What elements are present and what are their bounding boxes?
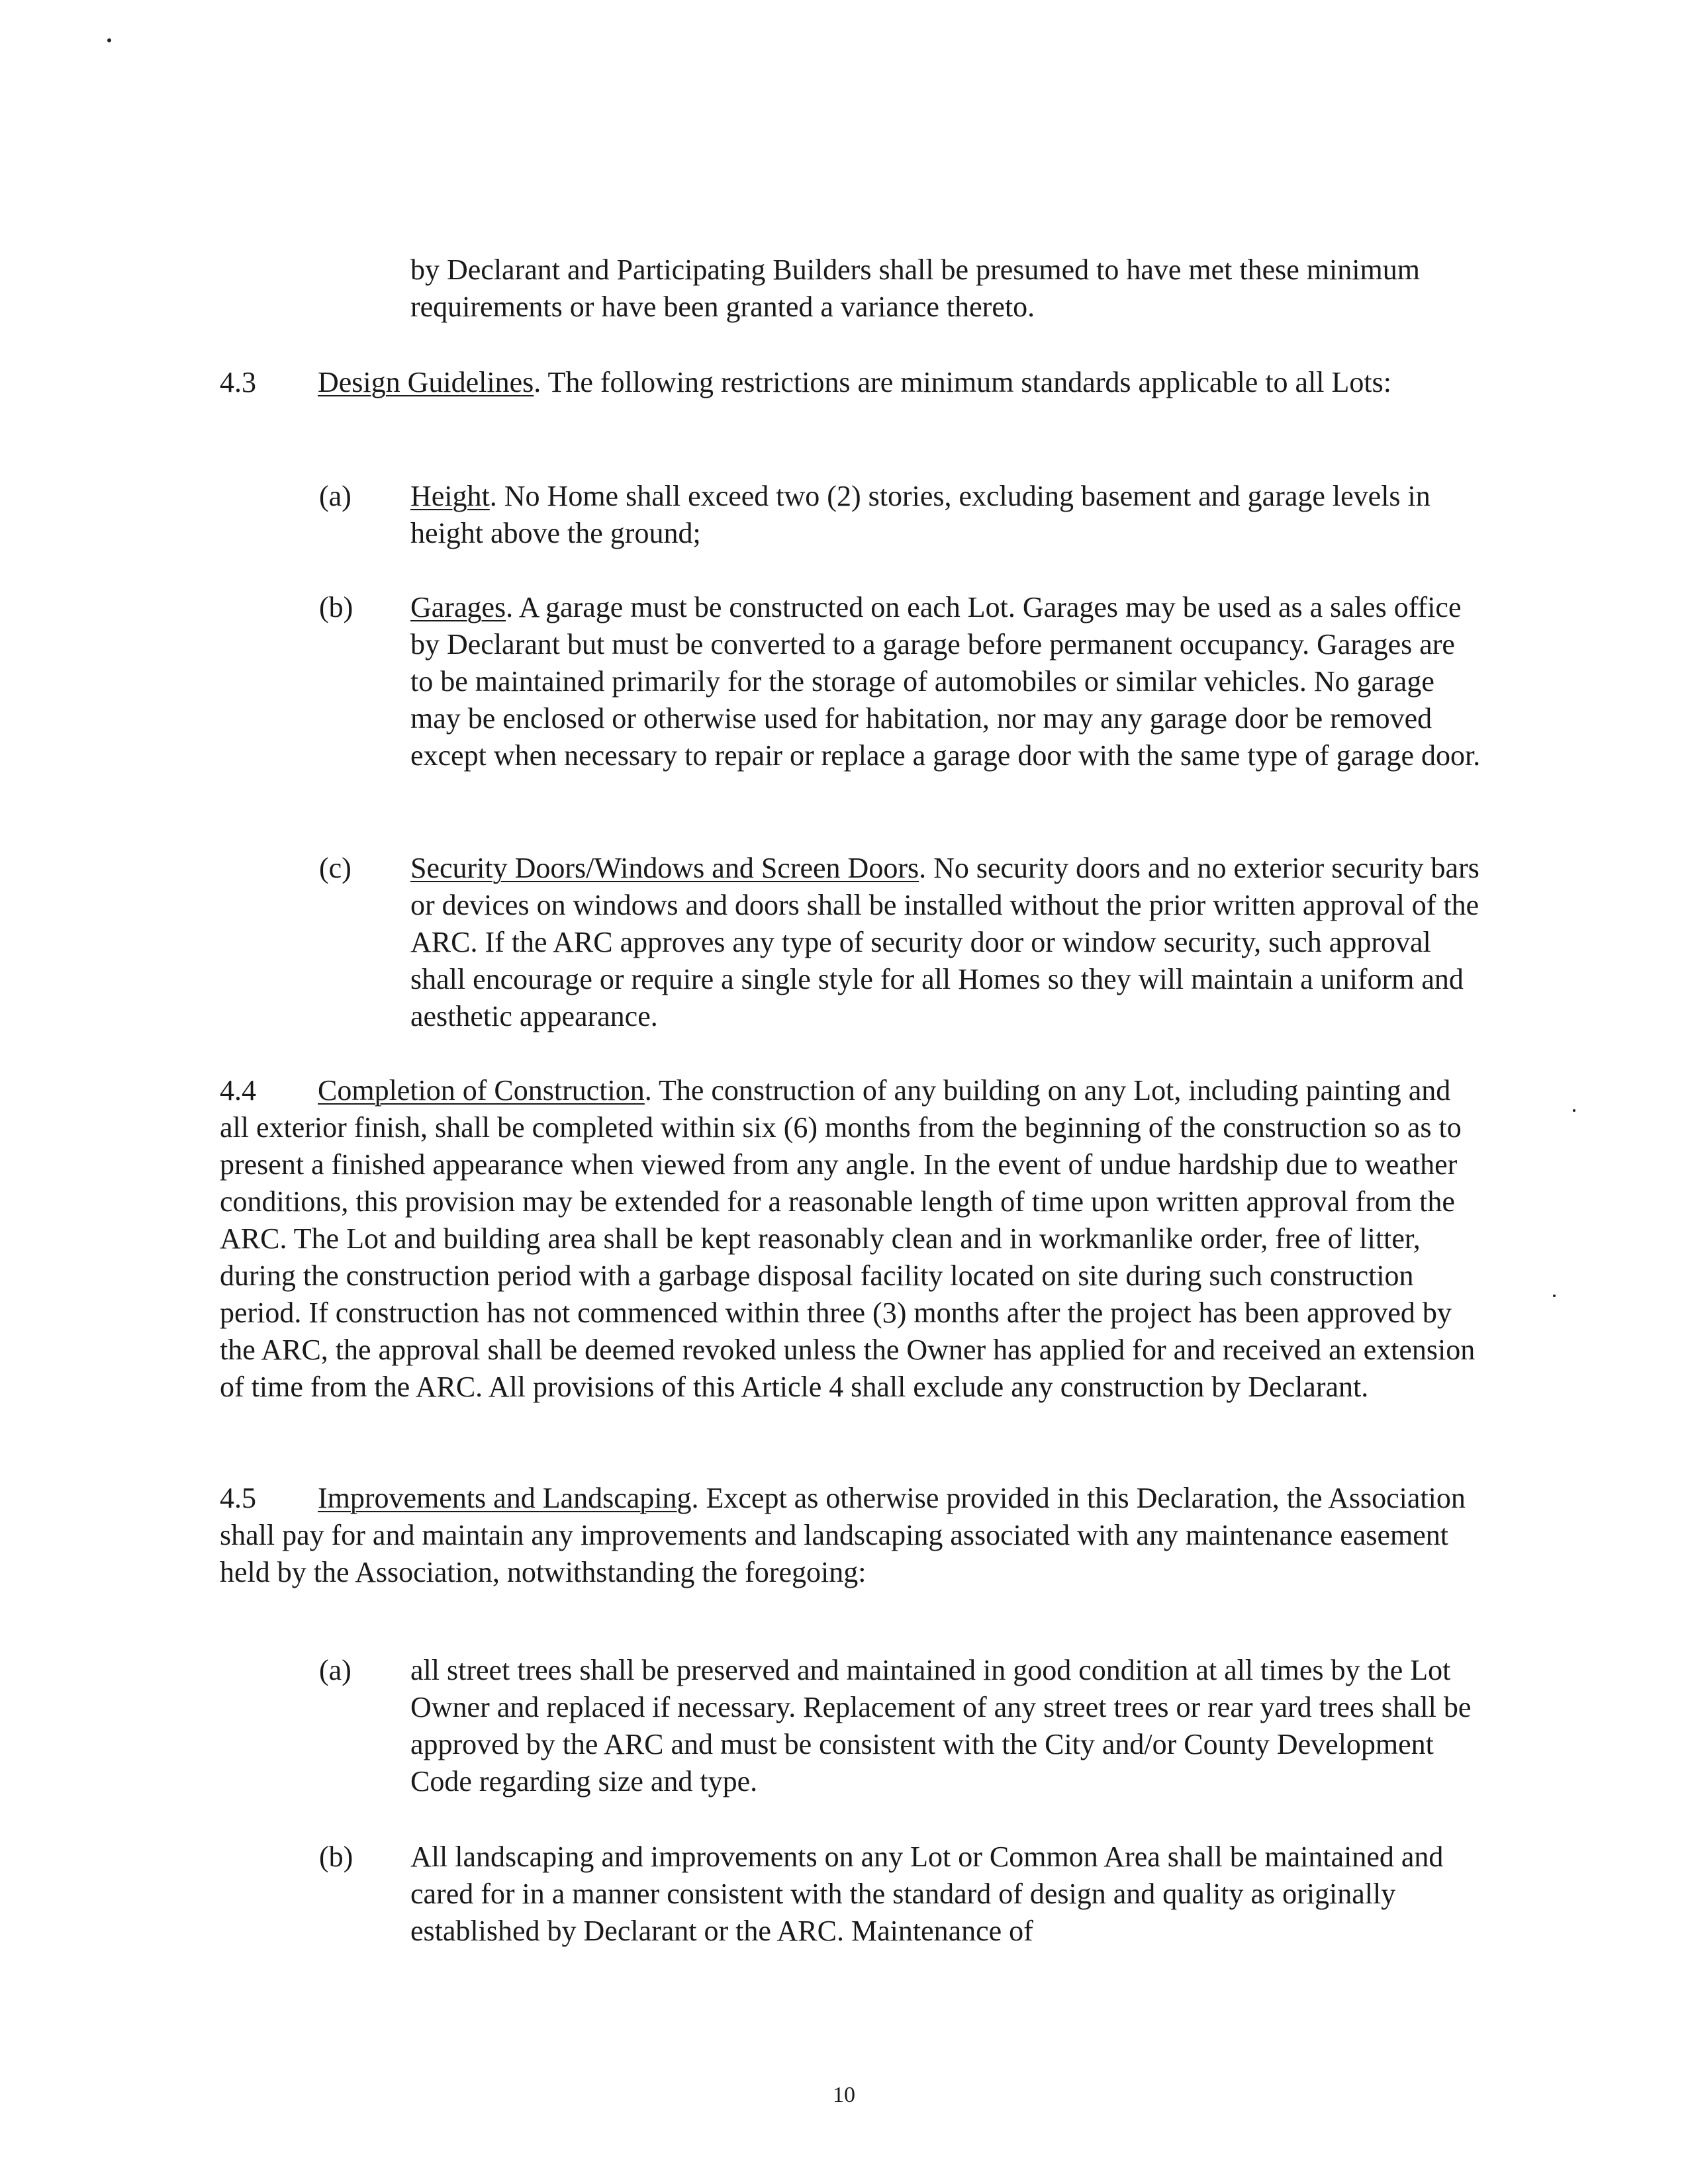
item-text: . A garage must be constructed on each Lot. Garages may be used as a sales office by Declarant but must be converted to a garage before permanent occupancy. Garages are to be maintained primarily for the storage of automobiles or similar vehicles. No garage may be enclosed or otherwise used for habitation, nor may any garage door be removed except when necessary to repair or replace a garage door with the same type of garage door.: [410, 591, 1481, 772]
section-4-3: [220, 364, 1477, 401]
item-text: All landscaping and improvements on any Lot or Common Area shall be maintained and cared for in a manner consistent with the standard of design and quality as originally established by Declarant or the ARC. Maintenance of: [410, 1841, 1444, 1947]
section-number: 4.5: [220, 1482, 256, 1514]
section-number: 4.3: [220, 366, 256, 398]
page-number: 10: [833, 2083, 855, 2107]
item-heading: Security Doors/Windows and Screen Doors: [410, 852, 919, 884]
item-text: . No Home shall exceed two (2) stories, excluding basement and garage levels in height above the ground;: [410, 480, 1430, 549]
section-text: . The following restrictions are minimum standards applicable to all Lots:: [534, 366, 1391, 398]
continuation-paragraph: by Declarant and Participating Builders shall be presumed to have met these minimum requirements or have been granted a variance thereto.: [410, 253, 1420, 323]
section-text: . The construction of any building on any Lot, including painting and all exterior finish, shall be completed within six (6) months from the beginning of the construction so as to present a finished appearance when viewed from any angle. In the event of undue hardship due to weather conditions, this provision may be extended for a reasonable length of time upon written approval from the ARC. The Lot and building area shall be kept reasonably clean and in workmanlike order, free of litter, during the construction period with a garbage disposal facility located on site during such construction period. If construction has not commenced within three (3) months after the project has been approved by the ARC, the approval shall be deemed revoked unless the Owner has applied for and received an extension of time from the ARC. All provisions of this Article 4 shall exclude any construction by Declarant.: [220, 1074, 1476, 1403]
section-text: . Except as otherwise provided in this Declaration, the Association shall pay for and maintain any improvements and landscaping associated with any maintenance easement held by the Association, notwithstanding the foregoing:: [220, 1482, 1466, 1588]
section-heading: Design Guidelines: [318, 366, 534, 398]
section-4-5: [220, 1480, 1477, 1591]
scan-speck: [107, 38, 111, 42]
item-label: (c): [319, 852, 352, 884]
section-heading: Completion of Construction: [318, 1074, 645, 1107]
section-number: 4.4: [220, 1074, 256, 1107]
section-4-4: [220, 1072, 1477, 1406]
scan-speck: [1573, 1109, 1575, 1112]
scan-speck: [1553, 1295, 1556, 1297]
item-text: all street trees shall be preserved and maintained in good condition at all times by the Lot Owner and replaced if necessary. Replacement of any street trees or rear yard trees shall be approved by the ARC and must be consistent with the City and/or County Development Code regarding size and type.: [410, 1654, 1472, 1797]
item-text: . No security doors and no exterior security bars or devices on windows and doors shall be installed without the prior written approval of the ARC. If the ARC approves any type of security door or window security, such approval shall encourage or require a single style for all Homes so they will maintain a uniform and aesthetic appearance.: [410, 852, 1479, 1032]
item-heading: Garages: [410, 591, 506, 623]
section-heading: Improvements and Landscaping: [318, 1482, 692, 1514]
item-label: (a): [319, 480, 352, 512]
item-label: (a): [319, 1654, 352, 1686]
item-label: (b): [319, 1841, 353, 1873]
item-label: (b): [319, 591, 353, 623]
item-heading: Height: [410, 480, 490, 512]
